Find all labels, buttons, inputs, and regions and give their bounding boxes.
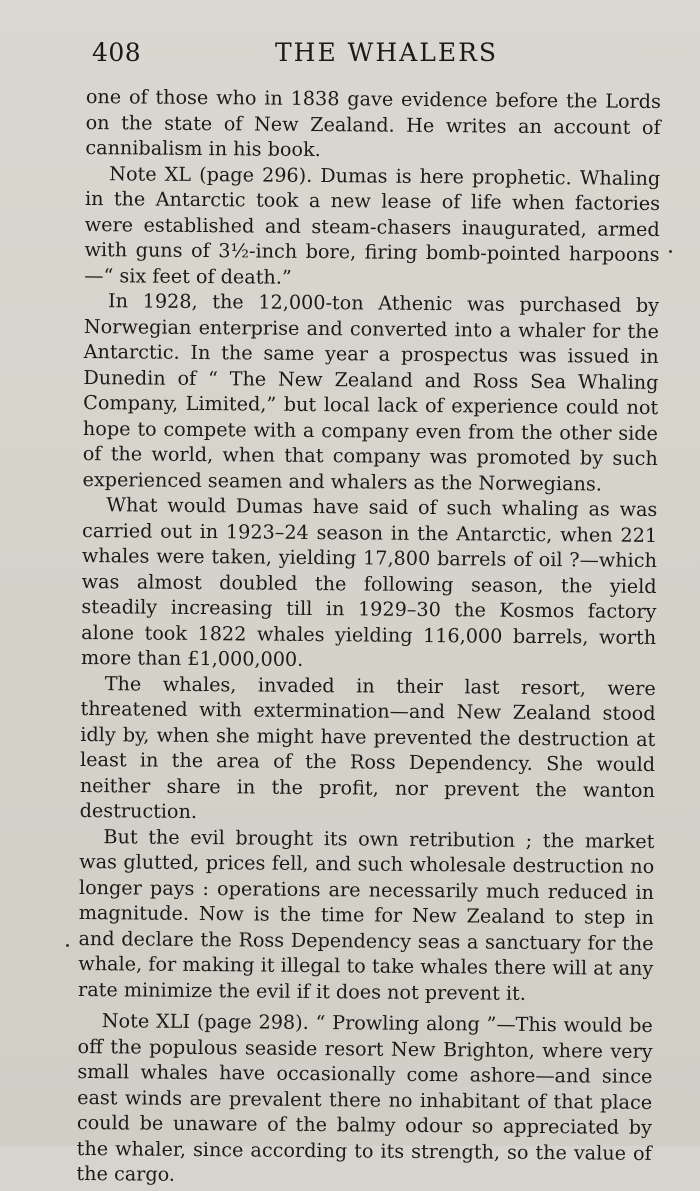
paragraph-cannibalism-account: one of those who in 1838 gave evidence before the Lords on the state of New Zealand. He writes an account of cannibalism in his book. — [85, 84, 661, 162]
page-number: 408 — [92, 38, 142, 67]
paragraph-athenic-1928: In 1928, the 12,000-ton Athenic was purchased by Norwegian enterprise and converted into a whaler for the Antarctic. In the same year a prospectus was issued in Dunedin of “ The New Zealand and Ross Sea Whaling Company, Limited,” but local lack of experience could not hope to compete with a company even from the other side of the world, when that company was promoted by such experienced seamen and whalers as the Norwegians. — [82, 289, 660, 496]
paragraph-note-xli: Note XLI (page 298). “ Prowling along ”—This would be off the populous seaside resort New Brighton, where very small whales have occasionally come ashore—and since east winds are prevalent there no inhabitant of that place could be unaware of the balmy odour so appreciated by the whaler, since according to its strength, so the value of the cargo. — [76, 1009, 653, 1186]
paragraph-note-xl: Note XL (page 296). Dumas is here prophetic. Whaling in the Antarctic took a new lease of life when factories were established and steam-chasers inaugurated, armed with guns of 3½-inch bore, firing bomb-pointed harpoons—“ six feet of death.” — [84, 161, 661, 289]
running-head — [92, 38, 666, 74]
paragraph-whaling-statistics: What would Dumas have said of such whaling as was carried out in 1923–24 season in the Antarctic, when 221 whales were taken, yielding 17,800 barrels of oil ?—which was almost doubled the following season, the yield steadily increasing till in 1929–30 the Kosmos factory alone took 1822 whales yielding 116,000 barrels, worth more than £1,000,000. — [80, 493, 658, 671]
running-title: THE WHALERS — [275, 38, 499, 67]
print-speck — [669, 250, 672, 253]
body-text — [76, 84, 661, 1191]
paragraph-whales-invaded: The whales, invaded in their last resort, were threatened with extermination—and New Zealand stood idly by, when she might have prevented the destruction at least in the area of the Ross Dependency. She would neither share in the profit, nor prevent the wanton destruction. — [79, 671, 656, 823]
paragraph-evil-retribution: But the evil brought its own retribution ; the market was glutted, prices fell, and such wholesale destruction no longer pays : operations are necessarily much reduced in magnitude. Now is the time for New Zealand to step in and declare the Ross Dependency seas a sanctuary for the whale, for making it illegal to take whales there will at any rate minimize the evil if it does not prevent it. — [78, 824, 655, 1005]
print-speck — [66, 944, 69, 947]
